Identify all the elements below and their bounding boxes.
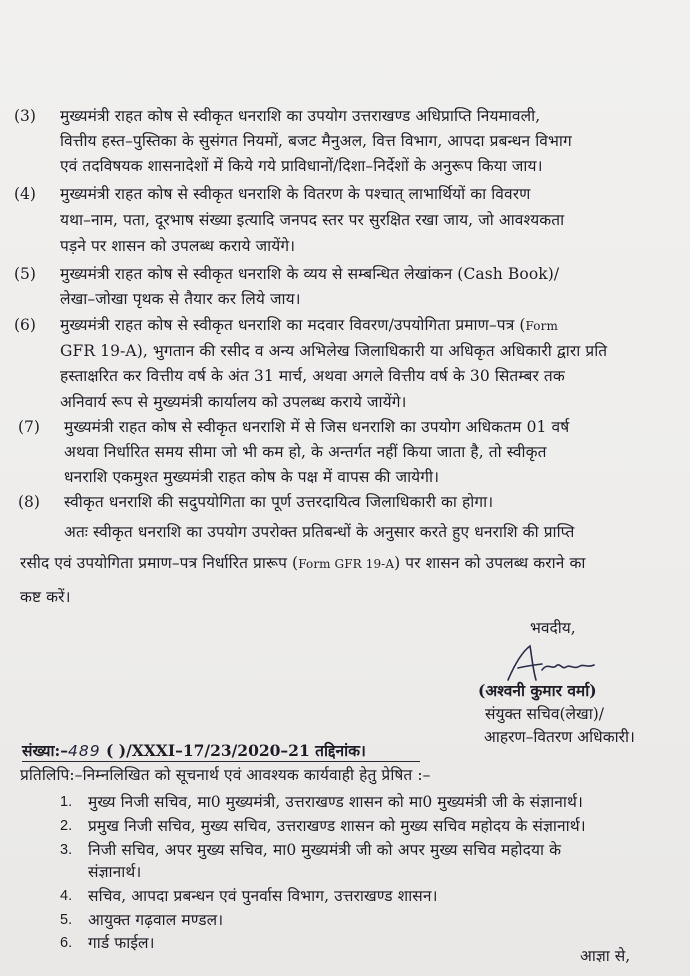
point-4-line-2: यथा–नाम, पता, दूरभाष संख्या इत्यादि जनपद स्तर पर सुरक्षित रखा जाय, जो आवश्यकता xyxy=(60,211,565,229)
copy-heading: प्रतिलिपि:–निम्नलिखित को सूचनार्थ एवं आवश्यक कार्यवाही हेतु प्रेषित :– xyxy=(20,766,431,784)
point-5-line-1: मुख्यमंत्री राहत कोष से स्वीकृत धनराशि के व्यय से सम्बन्धित लेखांकन (Cash Book)/ xyxy=(60,265,560,283)
salutation: भवदीय, xyxy=(530,619,576,637)
point-5-number: (5) xyxy=(14,265,36,283)
point-6-line-3: हस्ताक्षरित कर वित्तीय वर्ष के अंत 31 मार्च, अथवा अगले वित्तीय वर्ष के 30 सितम्बर तक xyxy=(60,367,565,385)
point-7-number: (7) xyxy=(18,418,40,436)
copy-item-3-text-2: संज्ञानार्थ। xyxy=(88,863,142,881)
reference-handwritten-number: 489 xyxy=(68,742,101,760)
copy-item-2-text: प्रमुख निजी सचिव, मुख्य सचिव, उत्तराखण्ड शासन को मुख्य सचिव महोदय के संज्ञानार्थ। xyxy=(88,817,586,835)
copy-item-3-text-1: निजी सचिव, अपर मुख्य सचिव, मा0 मुख्यमंत्री जी को अपर मुख्य सचिव महोदया के xyxy=(88,841,562,859)
point-6-line-2: GFR 19-A), भुगतान की रसीद व अन्य अभिलेख जिलाधिकारी या अधिकृत अधिकारी द्वारा प्रति xyxy=(60,342,608,360)
point-4-number: (4) xyxy=(14,185,36,203)
point-7-line-3: धनराशि एकमुश्त मुख्यमंत्री राहत कोष के पक्ष में वापस की जायेगी। xyxy=(64,468,440,486)
copy-item-1-text: मुख्य निजी सचिव, मा0 मुख्यमंत्री, उत्तराखण्ड शासन को मा0 मुख्यमंत्री जी के संज्ञानार्थ। xyxy=(88,793,584,811)
signatory-name: (अश्वनी कुमार वर्मा) xyxy=(478,681,597,700)
signatory-designation-1: संयुक्त सचिव(लेखा)/ xyxy=(485,705,605,723)
point-6-form-label: Form xyxy=(525,319,558,333)
signatory-designation-2: आहरण–वितरण अधिकारी। xyxy=(484,728,635,746)
point-5-line-2: लेखा–जोखा पृथक से तैयार कर लिये जाय। xyxy=(60,290,301,308)
reference-rest: ( )/XXXI–17/23/2020–21 तद्दिनांक। xyxy=(106,741,366,760)
copy-item-1-number: 1. xyxy=(60,794,73,810)
reference-number xyxy=(22,741,366,761)
point-7-line-1: मुख्यमंत्री राहत कोष से स्वीकृत धनराशि में से जिस धनराशि का उपयोग अधिकतम 01 वर्ष xyxy=(64,418,570,436)
point-8-line-1: स्वीकृत धनराशि की सदुपयोगिता का पूर्ण उत्तरदायित्व जिलाधिकारी का होगा। xyxy=(64,493,494,511)
reference-underline xyxy=(22,761,420,762)
closing-line-2-b: ) पर शासन को उपलब्ध कराने का xyxy=(394,554,586,572)
point-8-number: (8) xyxy=(18,493,40,511)
point-3-line-3: एवं तदविषयक शासनादेशों में किये गये प्राविधानों/दिशा–निर्देशों के अनुरूप किया जाय। xyxy=(60,157,543,175)
point-6-line-1-main: मुख्यमंत्री राहत कोष से स्वीकृत धनराशि का मदवार विवरण/उपयोगिता प्रमाण–पत्र ( xyxy=(60,316,526,334)
point-4-line-3: पड़ने पर शासन को उपलब्ध कराये जायेंगे। xyxy=(60,237,296,255)
closing-line-1: अतः स्वीकृत धनराशि का उपयोग उपरोक्त प्रतिबन्धों के अनुसार करते हुए धनराशि की प्राप्ति xyxy=(64,523,575,541)
point-4-line-1: मुख्यमंत्री राहत कोष से स्वीकृत धनराशि के वितरण के पश्चात् लाभार्थियों का विवरण xyxy=(60,185,531,203)
point-3-number: (3) xyxy=(14,107,36,125)
copy-item-4-number: 4. xyxy=(60,888,73,904)
copy-item-5-text: आयुक्त गढ़वाल मण्डल। xyxy=(88,911,224,929)
reference-prefix: संख्या:– xyxy=(22,741,69,760)
point-7-line-2: अथवा निर्धारित समय सीमा जो भी कम हो, के अन्तर्गत नहीं किया जाता है, तो स्वीकृत xyxy=(64,443,547,461)
point-6-line-4: अनिवार्य रूप से मुख्यमंत्री कार्यालय को उपलब्ध कराये जायेंगे। xyxy=(60,393,407,411)
copy-item-6-text: गार्ड फाईल। xyxy=(88,934,155,952)
point-6-number: (6) xyxy=(14,316,36,334)
copy-item-5-number: 5. xyxy=(60,912,73,928)
closing-form-label: Form GFR 19-A xyxy=(298,557,395,571)
copy-item-2-number: 2. xyxy=(60,818,73,834)
by-order: आज्ञा से, xyxy=(580,947,631,965)
point-3-line-2: वित्तीय हस्त–पुस्तिका के सुसंगत नियमों, बजट मैनुअल, वित्त विभाग, आपदा प्रबन्धन विभाग xyxy=(60,132,572,150)
closing-line-2-a: रसीद एवं उपयोगिता प्रमाण–पत्र निर्धारित प्रारूप ( xyxy=(20,554,299,572)
copy-item-4-text: सचिव, आपदा प्रबन्धन एवं पुनर्वास विभाग, उत्तराखण्ड शासन। xyxy=(88,887,438,905)
point-3-line-1: मुख्यमंत्री राहत कोष से स्वीकृत धनराशि का उपयोग उत्तराखण्ड अधिप्राप्ति नियमावली, xyxy=(60,107,541,125)
closing-line-2 xyxy=(20,553,586,574)
copy-item-3-number: 3. xyxy=(60,842,73,858)
point-6-line-1 xyxy=(60,315,558,336)
copy-item-6-number: 6. xyxy=(60,935,73,951)
closing-line-3: कष्ट करें। xyxy=(20,588,71,606)
